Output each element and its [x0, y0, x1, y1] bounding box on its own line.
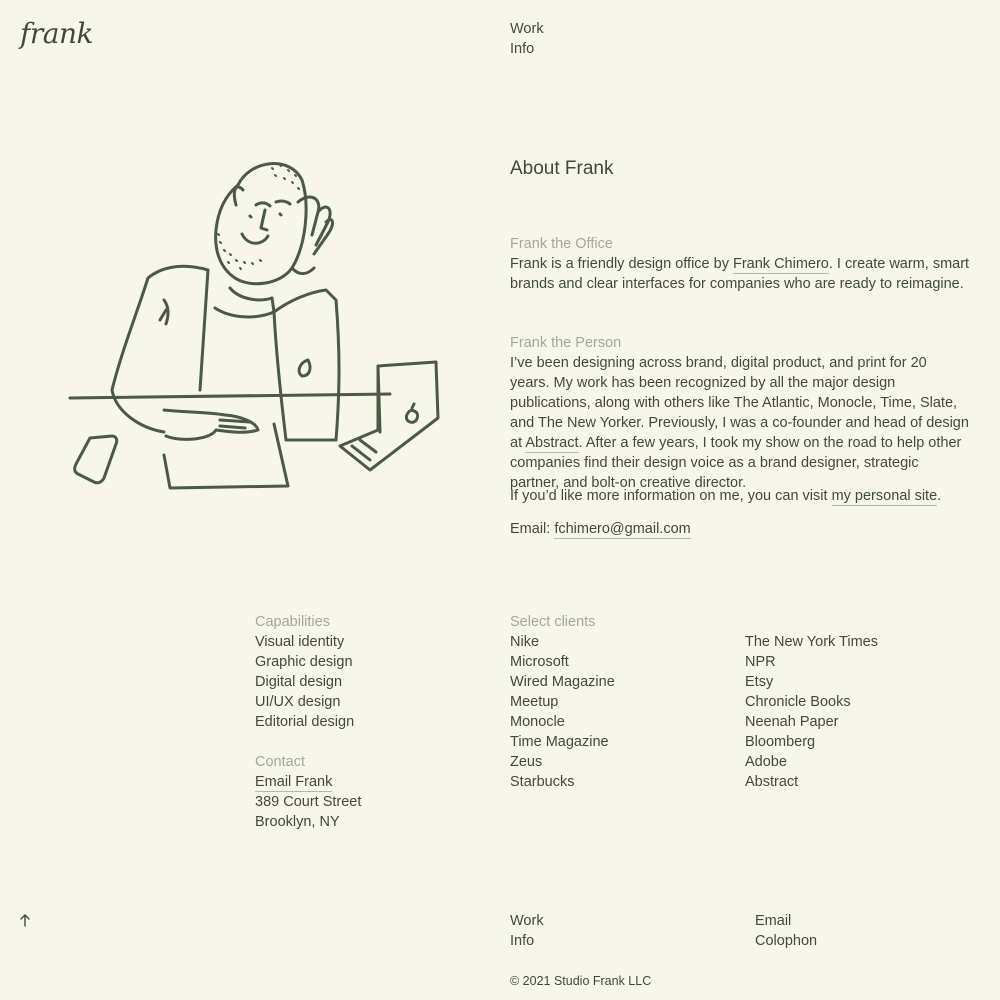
person-text-post: . After a few years, I took my show on the road to help other companies find their design voice as a brand designer, strategic partner, and bolt-on creative director.: [510, 435, 962, 491]
client-item: Microsoft: [510, 654, 569, 670]
main-nav: [510, 19, 544, 59]
office-text-pre: Frank is a friendly design office by: [510, 256, 733, 272]
frank-chimero-link[interactable]: Frank Chimero: [732, 256, 829, 272]
client-item: Wired Magazine: [510, 674, 615, 690]
office-heading: Frank the Office: [510, 236, 613, 252]
more-info-paragraph: [510, 486, 970, 506]
client-item: Adobe: [745, 754, 787, 770]
client-item: Abstract: [745, 774, 799, 790]
capability-item: Graphic design: [255, 654, 353, 670]
copyright: © 2021 Studio Frank LLC: [510, 974, 652, 988]
client-item: Zeus: [510, 754, 543, 770]
address-line-1: 389 Court Street: [255, 794, 362, 810]
client-item: Starbucks: [510, 774, 575, 790]
abstract-link[interactable]: Abstract: [525, 435, 579, 451]
clients-section: [510, 612, 615, 792]
more-text-post: .: [937, 488, 942, 504]
personal-site-link[interactable]: my personal site: [831, 488, 938, 504]
client-item: Neenah Paper: [745, 714, 839, 730]
footer-nav-left: [510, 911, 544, 951]
office-text-post: . I create warm, smart brands and clear interfaces for companies who are ready to reimagine.: [510, 256, 970, 292]
frank-illustration: [60, 150, 450, 500]
page-title: About Frank: [510, 158, 614, 179]
client-item: Bloomberg: [745, 734, 816, 750]
logo[interactable]: frank: [20, 17, 93, 50]
email-label: Email:: [510, 521, 555, 537]
person-heading: Frank the Person: [510, 335, 622, 351]
more-text-pre: If you’d like more information on me, you can visit: [510, 488, 832, 504]
capabilities-section: [255, 612, 354, 732]
footer-colophon-link[interactable]: Colophon: [755, 933, 818, 949]
footer-email-link[interactable]: Email: [755, 913, 792, 929]
client-item: Nike: [510, 634, 540, 650]
clients-heading: Select clients: [510, 614, 596, 630]
capability-item: Editorial design: [255, 714, 355, 730]
client-item: Meetup: [510, 694, 559, 710]
email-frank-link[interactable]: Email Frank: [255, 774, 333, 790]
client-item: NPR: [745, 654, 776, 670]
footer-info-link[interactable]: Info: [510, 933, 535, 949]
client-item: The New York Times: [745, 634, 878, 650]
office-paragraph: [510, 254, 970, 294]
clients-column-2: [745, 632, 878, 792]
client-item: Etsy: [745, 674, 774, 690]
person-paragraph: [510, 353, 970, 493]
client-item: Chronicle Books: [745, 694, 851, 710]
footer-work-link[interactable]: Work: [510, 913, 544, 929]
capability-item: Visual identity: [255, 634, 345, 650]
capabilities-heading: Capabilities: [255, 614, 330, 630]
person-text-pre: I’ve been designing across brand, digital product, and print for 20 years. My work has been recognized by all the major design publications, along with others like The Atlantic, Monocle, Time, Slate, and The New Yorker. Previously, I was a co-founder and head of design at: [510, 355, 969, 451]
contact-heading: Contact: [255, 754, 305, 770]
client-item: Time Magazine: [510, 734, 609, 750]
email-line: [510, 519, 970, 539]
email-address-link[interactable]: fchimero@gmail.com: [554, 521, 691, 537]
footer-nav-right: [755, 911, 817, 951]
capability-item: UI/UX design: [255, 694, 341, 710]
nav-info[interactable]: Info: [510, 41, 535, 57]
nav-work[interactable]: Work: [510, 21, 544, 37]
address-line-2: Brooklyn, NY: [255, 814, 340, 830]
client-item: Monocle: [510, 714, 565, 730]
capability-item: Digital design: [255, 674, 343, 690]
back-to-top-arrow-icon[interactable]: [18, 911, 32, 929]
contact-section: [255, 752, 361, 832]
